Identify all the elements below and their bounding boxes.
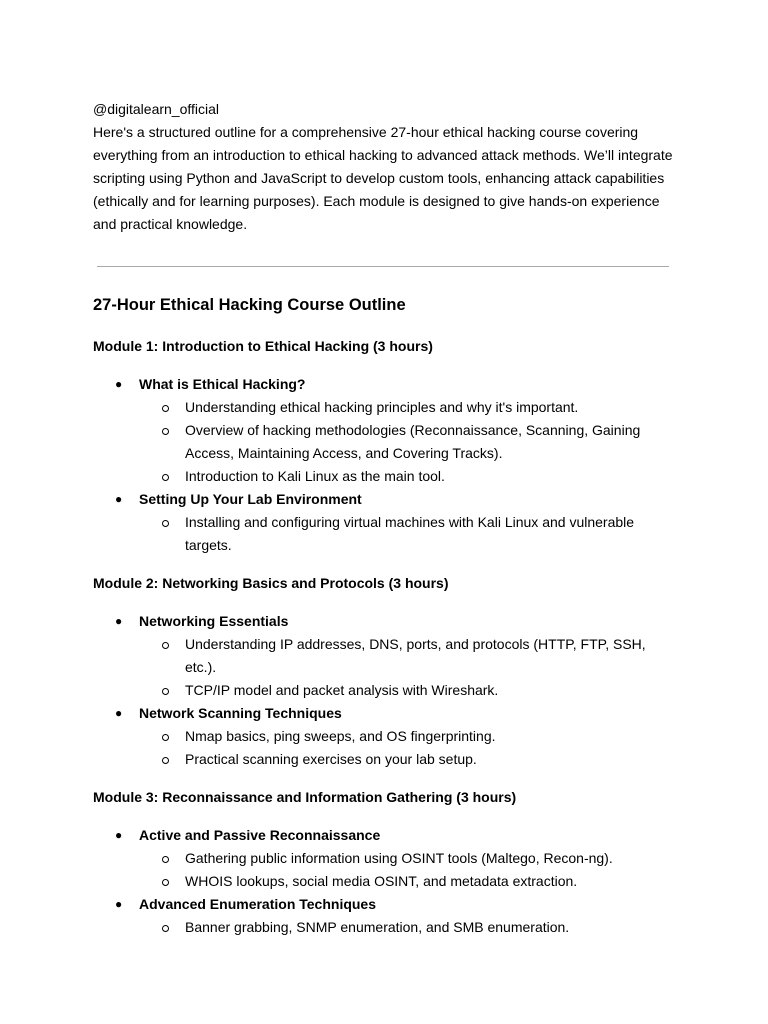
point-list bbox=[139, 396, 683, 488]
topic-label: What is Ethical Hacking? bbox=[139, 376, 306, 392]
module-heading: Module 2: Networking Basics and Protocols (3 hours) bbox=[93, 575, 449, 591]
circle-bullet-icon bbox=[162, 688, 169, 695]
circle-bullet-icon bbox=[162, 879, 169, 886]
point-list bbox=[139, 633, 683, 702]
circle-bullet-icon bbox=[162, 925, 169, 932]
topic-label: Network Scanning Techniques bbox=[139, 705, 342, 721]
topic-item bbox=[93, 373, 683, 488]
point-list bbox=[139, 916, 683, 939]
circle-bullet-icon bbox=[162, 474, 169, 481]
document-title: 27-Hour Ethical Hacking Course Outline bbox=[93, 296, 406, 314]
list-item bbox=[139, 916, 683, 939]
point-text: Installing and configuring virtual machines with Kali Linux and vulnerable targets. bbox=[185, 514, 635, 553]
topic-item bbox=[93, 702, 683, 771]
point-text: Overview of hacking methodologies (Reconnaissance, Scanning, Gaining Access, Maintaining Access, and Covering Tracks). bbox=[185, 422, 641, 461]
circle-bullet-icon bbox=[162, 405, 169, 412]
bullet-icon: ● bbox=[115, 492, 123, 506]
topic-item bbox=[93, 488, 683, 557]
list-item bbox=[139, 725, 683, 748]
point-text: Understanding IP addresses, DNS, ports, and protocols (HTTP, FTP, SSH, etc.). bbox=[185, 636, 646, 675]
list-item bbox=[139, 748, 683, 771]
topic-list bbox=[93, 610, 683, 771]
module-heading: Module 3: Reconnaissance and Information Gathering (3 hours) bbox=[93, 789, 517, 805]
topic-label: Active and Passive Reconnaissance bbox=[139, 827, 381, 843]
list-item bbox=[139, 465, 683, 488]
point-text: WHOIS lookups, social media OSINT, and metadata extraction. bbox=[185, 873, 578, 889]
point-text: TCP/IP model and packet analysis with Wireshark. bbox=[185, 682, 499, 698]
list-item bbox=[139, 396, 683, 419]
circle-bullet-icon bbox=[162, 520, 169, 527]
point-list bbox=[139, 511, 683, 557]
topic-item bbox=[93, 824, 683, 893]
list-item bbox=[139, 847, 683, 870]
module-2 bbox=[93, 572, 683, 771]
point-text: Gathering public information using OSINT tools (Maltego, Recon-ng). bbox=[185, 850, 613, 866]
circle-bullet-icon bbox=[162, 642, 169, 649]
circle-bullet-icon bbox=[162, 856, 169, 863]
topic-item bbox=[93, 893, 683, 939]
circle-bullet-icon bbox=[162, 734, 169, 741]
topic-label: Setting Up Your Lab Environment bbox=[139, 491, 362, 507]
module-heading: Module 1: Introduction to Ethical Hacking (3 hours) bbox=[93, 338, 433, 354]
topic-label: Advanced Enumeration Techniques bbox=[139, 896, 377, 912]
list-item bbox=[139, 511, 683, 557]
author-handle: @digitalearn_official bbox=[93, 101, 220, 117]
bullet-icon: ● bbox=[115, 828, 123, 842]
point-list bbox=[139, 847, 683, 893]
list-item bbox=[139, 633, 683, 679]
bullet-icon: ● bbox=[115, 377, 123, 391]
point-text: Understanding ethical hacking principles and why it's important. bbox=[185, 399, 579, 415]
horizontal-divider bbox=[97, 266, 669, 267]
topic-list bbox=[93, 373, 683, 557]
point-text: Introduction to Kali Linux as the main tool. bbox=[185, 468, 445, 484]
point-list bbox=[139, 725, 683, 771]
bullet-icon: ● bbox=[115, 614, 123, 628]
topic-label: Networking Essentials bbox=[139, 613, 289, 629]
point-text: Banner grabbing, SNMP enumeration, and SMB enumeration. bbox=[185, 919, 570, 935]
bullet-icon: ● bbox=[115, 897, 123, 911]
circle-bullet-icon bbox=[162, 757, 169, 764]
topic-item bbox=[93, 610, 683, 702]
topic-list bbox=[93, 824, 683, 939]
module-1 bbox=[93, 335, 683, 557]
list-item bbox=[139, 419, 683, 465]
document-page bbox=[93, 98, 683, 939]
point-text: Practical scanning exercises on your lab setup. bbox=[185, 751, 477, 767]
intro-paragraph: Here's a structured outline for a comprehensive 27-hour ethical hacking course covering everything from an introduction to ethical hacking to advanced attack methods. We’ll integrate scripting using Python and JavaScript to develop custom tools, enhancing attack capabilities (ethically and for learning purposes). Each module is designed to give hands-on experience and practical knowledge. bbox=[93, 124, 673, 232]
point-text: Nmap basics, ping sweeps, and OS fingerprinting. bbox=[185, 728, 496, 744]
list-item bbox=[139, 679, 683, 702]
module-3 bbox=[93, 786, 683, 939]
list-item bbox=[139, 870, 683, 893]
circle-bullet-icon bbox=[162, 428, 169, 435]
bullet-icon: ● bbox=[115, 706, 123, 720]
